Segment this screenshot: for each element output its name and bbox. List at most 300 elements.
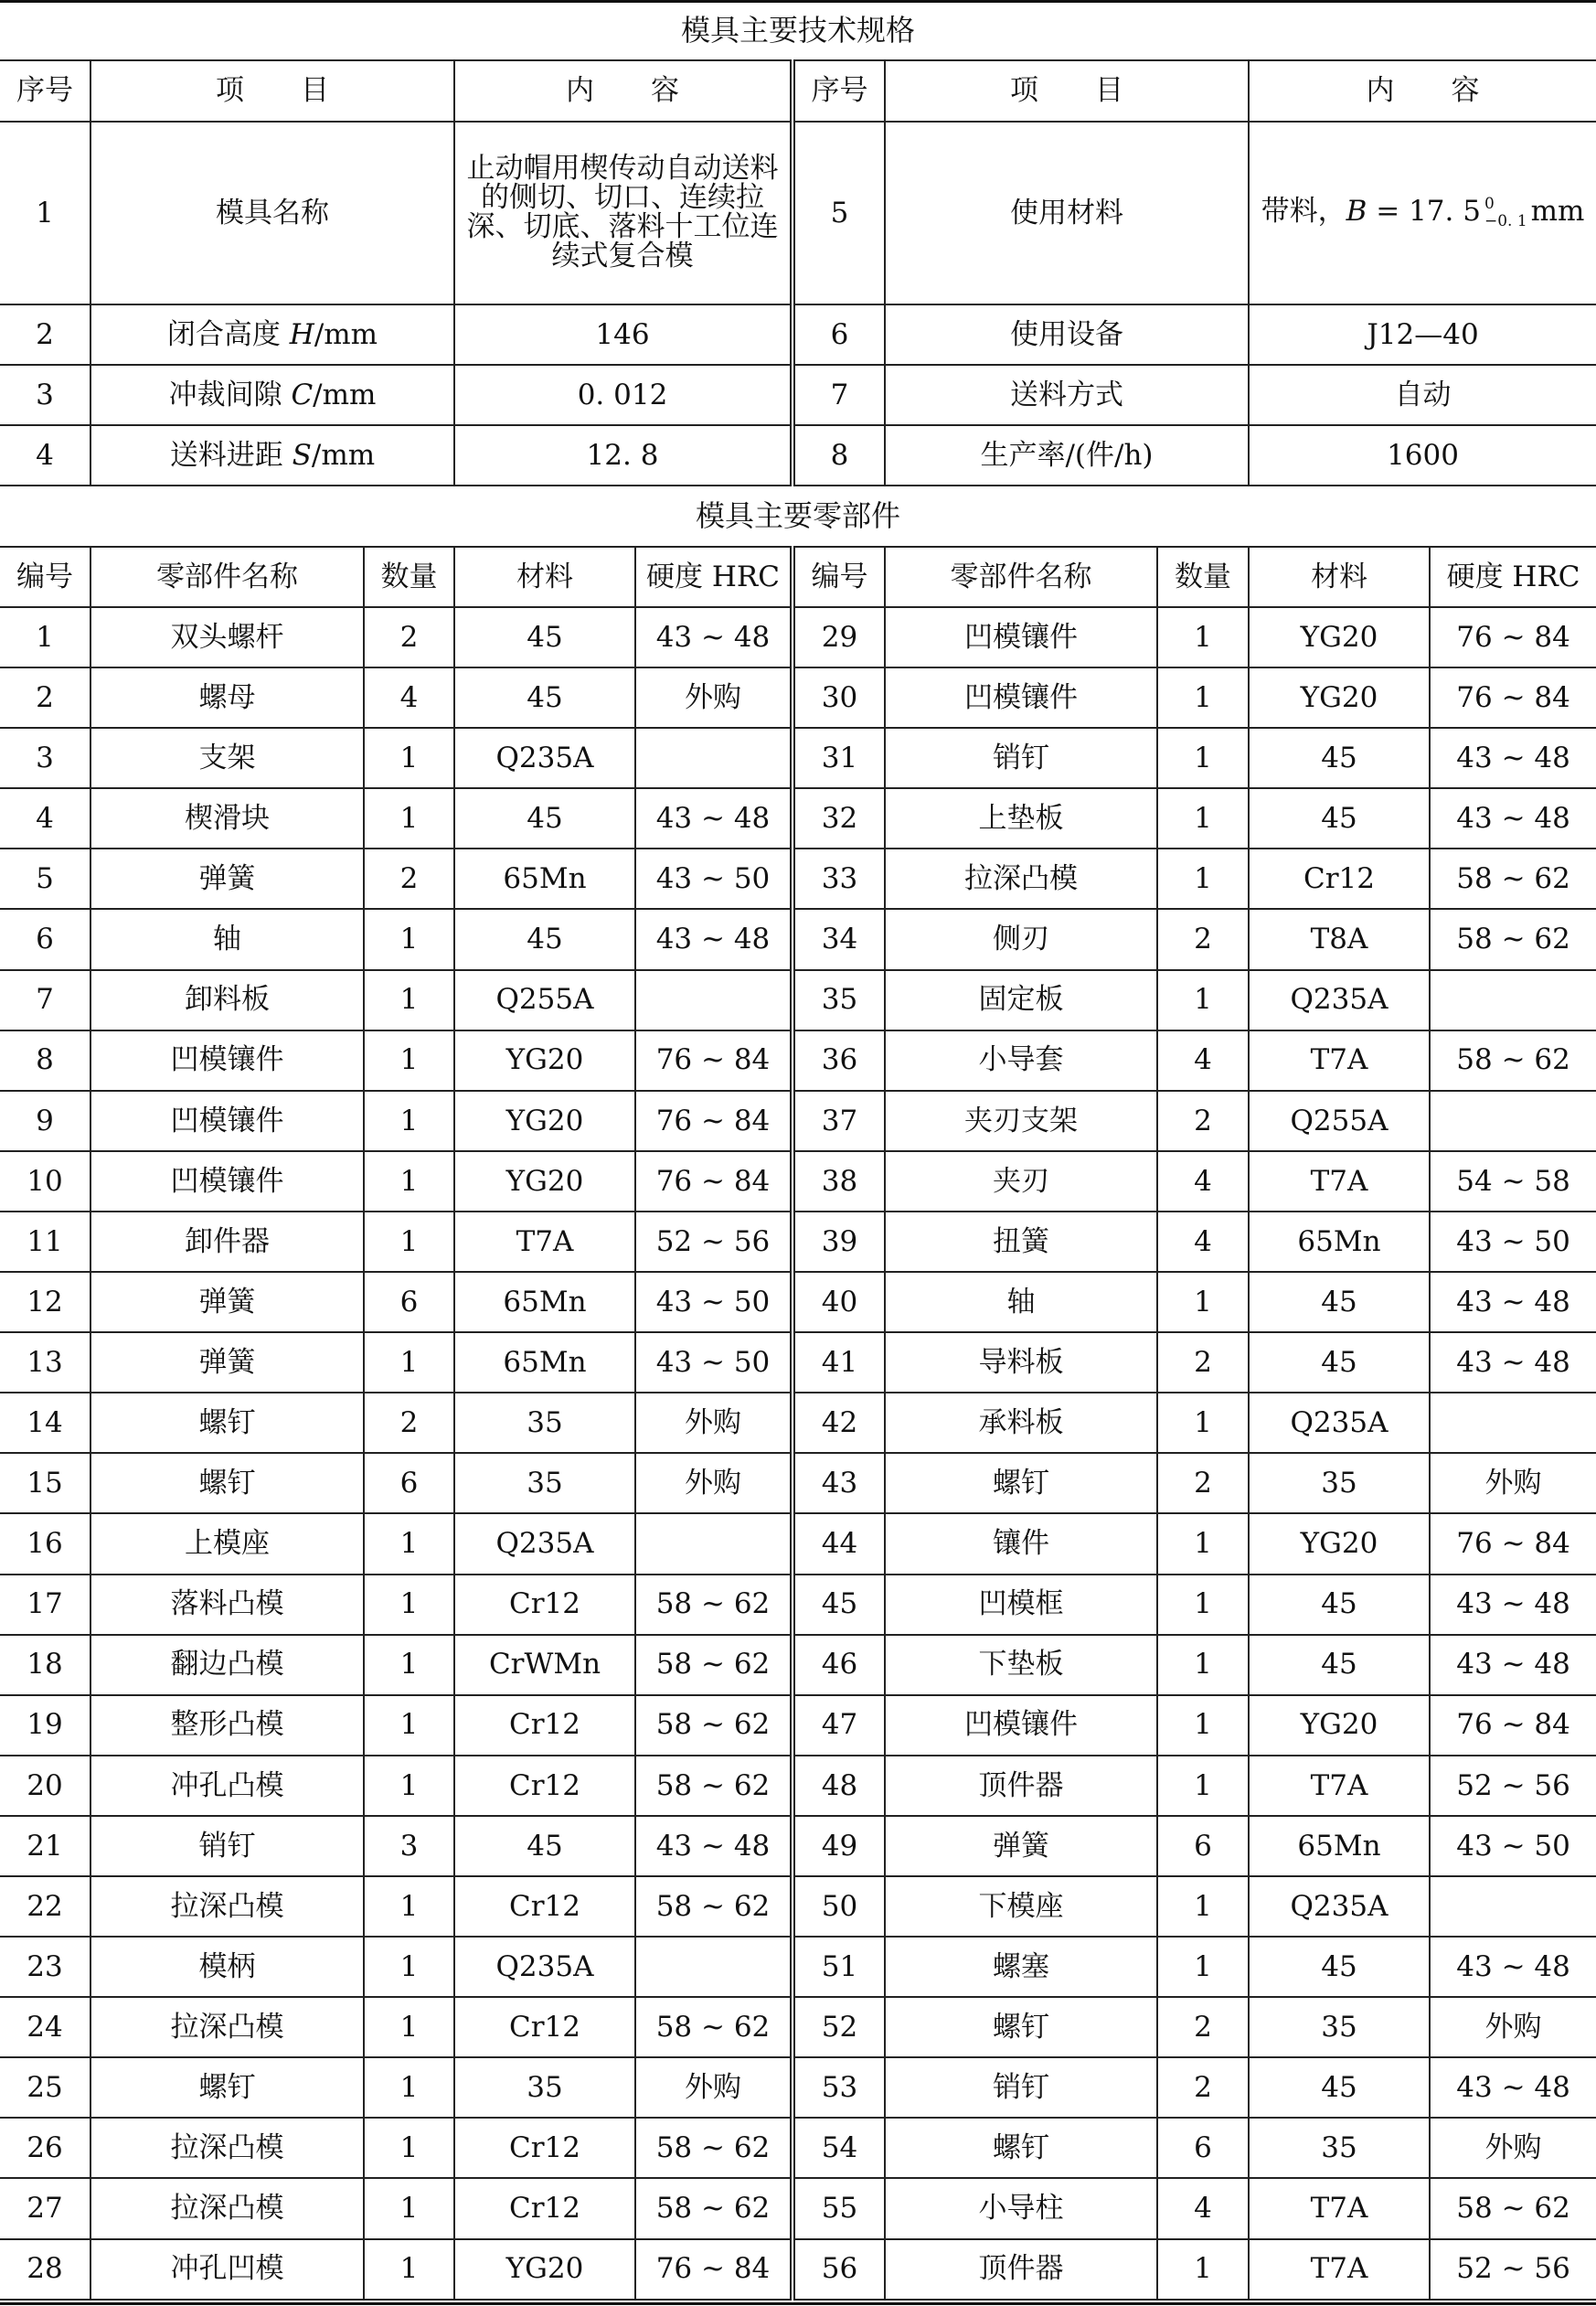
part-name: 螺塞	[885, 1937, 1157, 1997]
part-name: 弹簧	[885, 1816, 1157, 1876]
part-qty: 2	[1157, 1453, 1249, 1513]
part-material: 45	[1249, 728, 1430, 788]
part-name: 落料凸模	[90, 1575, 364, 1635]
part-no: 12	[0, 1272, 90, 1332]
part-no: 47	[793, 1695, 885, 1756]
spec-value: 止动帽用楔传动自动送料的侧切、切口、连续拉深、切底、落料十工位连续式复合模	[454, 122, 793, 304]
part-hardness: 76 ~ 84	[1430, 1513, 1596, 1574]
spec-item	[90, 304, 454, 365]
part-no: 10	[0, 1151, 90, 1212]
part-hardness	[1430, 1876, 1596, 1937]
part-name: 冲孔凸模	[90, 1756, 364, 1816]
part-hardness: 52 ~ 56	[635, 1212, 793, 1272]
part-hardness: 52 ~ 56	[1430, 1756, 1596, 1816]
part-hardness: 43 ~ 48	[635, 909, 793, 969]
part-row	[0, 1030, 1596, 1091]
part-hardness: 76 ~ 84	[635, 1151, 793, 1212]
part-row	[0, 1332, 1596, 1393]
part-name: 弹簧	[90, 1272, 364, 1332]
width-symbol: B	[1346, 195, 1367, 229]
part-qty: 1	[364, 1513, 454, 1574]
part-hardness: 58 ~ 62	[1430, 909, 1596, 969]
part-qty: 2	[364, 1393, 454, 1453]
part-hardness: 76 ~ 84	[1430, 607, 1596, 667]
part-qty: 1	[1157, 1756, 1249, 1816]
part-no: 27	[0, 2178, 90, 2238]
part-name: 销钉	[885, 728, 1157, 788]
part-material: 35	[454, 1453, 635, 1513]
part-qty: 6	[1157, 1816, 1249, 1876]
part-material: 45	[1249, 1272, 1430, 1332]
part-hardness	[635, 1513, 793, 1574]
part-no: 39	[793, 1212, 885, 1272]
part-qty: 1	[1157, 788, 1249, 849]
part-material: Cr12	[454, 1997, 635, 2057]
part-material: Cr12	[454, 2178, 635, 2238]
spec-no: 7	[793, 365, 885, 425]
part-name: 支架	[90, 728, 364, 788]
part-row	[0, 728, 1596, 788]
spec-no: 5	[793, 122, 885, 304]
part-name: 夹刃支架	[885, 1091, 1157, 1151]
part-no: 9	[0, 1091, 90, 1151]
part-row	[0, 1695, 1596, 1756]
part-material: 35	[1249, 1997, 1430, 2057]
part-name: 凹模镶件	[885, 1695, 1157, 1756]
part-hardness: 58 ~ 62	[635, 1575, 793, 1635]
part-qty: 6	[1157, 2118, 1249, 2178]
part-qty: 2	[1157, 1091, 1249, 1151]
part-name: 凹模镶件	[885, 667, 1157, 728]
part-row	[0, 1635, 1596, 1695]
tolerance-upper: 0	[1484, 195, 1495, 214]
part-name: 上垫板	[885, 788, 1157, 849]
spec-header-row	[0, 60, 1596, 122]
spec-item: 使用设备	[885, 304, 1249, 365]
part-row	[0, 970, 1596, 1030]
part-qty: 1	[1157, 1635, 1249, 1695]
part-no: 17	[0, 1575, 90, 1635]
part-material: Cr12	[1249, 849, 1430, 909]
part-hardness: 外购	[1430, 2118, 1596, 2178]
part-hardness: 43 ~ 48	[635, 607, 793, 667]
part-material: 45	[454, 788, 635, 849]
part-no: 48	[793, 1756, 885, 1816]
part-material: 45	[454, 667, 635, 728]
part-qty: 1	[1157, 667, 1249, 728]
spec-header-no: 序号	[793, 60, 885, 122]
part-material: T7A	[1249, 2239, 1430, 2300]
part-name: 凹模镶件	[90, 1030, 364, 1091]
parts-header-material: 材料	[454, 547, 635, 607]
part-name: 导料板	[885, 1332, 1157, 1393]
part-material: Q235A	[1249, 1876, 1430, 1937]
part-qty: 1	[364, 1030, 454, 1091]
part-qty: 1	[1157, 849, 1249, 909]
part-hardness: 76 ~ 84	[1430, 1695, 1596, 1756]
part-hardness: 43 ~ 50	[1430, 1212, 1596, 1272]
part-qty: 2	[364, 607, 454, 667]
part-qty: 1	[364, 970, 454, 1030]
part-hardness: 54 ~ 58	[1430, 1151, 1596, 1212]
part-hardness: 43 ~ 48	[635, 1816, 793, 1876]
width-value: = 17. 5	[1367, 195, 1481, 229]
part-hardness	[1430, 1091, 1596, 1151]
part-hardness: 43 ~ 48	[1430, 728, 1596, 788]
part-no: 40	[793, 1272, 885, 1332]
part-material: 45	[454, 909, 635, 969]
tolerance-lower: −0. 1	[1484, 212, 1527, 230]
part-qty: 1	[1157, 1876, 1249, 1937]
part-no: 33	[793, 849, 885, 909]
parts-header-material: 材料	[1249, 547, 1430, 607]
part-name: 固定板	[885, 970, 1157, 1030]
part-material: Cr12	[454, 1575, 635, 1635]
part-name: 螺钉	[90, 2057, 364, 2118]
part-hardness: 58 ~ 62	[1430, 849, 1596, 909]
part-no: 45	[793, 1575, 885, 1635]
parts-table	[0, 486, 1596, 2301]
part-no: 53	[793, 2057, 885, 2118]
part-name: 上模座	[90, 1513, 364, 1574]
part-qty: 1	[364, 1695, 454, 1756]
part-material: Q255A	[1249, 1091, 1430, 1151]
part-qty: 2	[1157, 1332, 1249, 1393]
part-name: 镶件	[885, 1513, 1157, 1574]
part-qty: 1	[364, 1332, 454, 1393]
part-name: 侧刃	[885, 909, 1157, 969]
part-no: 41	[793, 1332, 885, 1393]
part-name: 扭簧	[885, 1212, 1157, 1272]
part-no: 18	[0, 1635, 90, 1695]
part-hardness: 58 ~ 62	[635, 2178, 793, 2238]
part-row	[0, 667, 1596, 728]
part-no: 3	[0, 728, 90, 788]
part-material: YG20	[454, 1091, 635, 1151]
part-material: YG20	[1249, 1513, 1430, 1574]
part-qty: 1	[364, 1997, 454, 2057]
parts-header-no: 编号	[793, 547, 885, 607]
part-no: 22	[0, 1876, 90, 1937]
part-no: 28	[0, 2239, 90, 2300]
part-hardness: 外购	[1430, 1453, 1596, 1513]
spec-no: 6	[793, 304, 885, 365]
part-name: 夹刃	[885, 1151, 1157, 1212]
parts-header-name: 零部件名称	[885, 547, 1157, 607]
part-no: 24	[0, 1997, 90, 2057]
part-name: 楔滑块	[90, 788, 364, 849]
spec-row	[0, 425, 1596, 486]
part-name: 弹簧	[90, 1332, 364, 1393]
part-material: 45	[454, 607, 635, 667]
spec-item: 送料方式	[885, 365, 1249, 425]
part-row	[0, 1575, 1596, 1635]
part-no: 13	[0, 1332, 90, 1393]
part-no: 6	[0, 909, 90, 969]
part-material: T7A	[454, 1212, 635, 1272]
spec-header-item: 项 目	[90, 60, 454, 122]
bottom-rule	[0, 2302, 1596, 2305]
part-hardness: 43 ~ 48	[1430, 1272, 1596, 1332]
width-unit: mm	[1530, 195, 1585, 229]
part-row	[0, 1816, 1596, 1876]
part-name: 螺钉	[90, 1453, 364, 1513]
part-name: 轴	[885, 1272, 1157, 1332]
part-no: 34	[793, 909, 885, 969]
part-no: 25	[0, 2057, 90, 2118]
part-qty: 6	[364, 1453, 454, 1513]
spec-item-text: 闭合高度	[166, 317, 281, 351]
part-qty: 1	[1157, 607, 1249, 667]
part-qty: 1	[1157, 2239, 1249, 2300]
spec-item-unit: /mm	[311, 438, 376, 472]
part-qty: 1	[364, 1151, 454, 1212]
part-qty: 1	[364, 728, 454, 788]
part-material: 45	[1249, 788, 1430, 849]
material-prefix: 带料，	[1261, 195, 1346, 229]
part-no: 31	[793, 728, 885, 788]
part-qty: 1	[364, 1575, 454, 1635]
part-row	[0, 2239, 1596, 2300]
part-material: Q235A	[1249, 1393, 1430, 1453]
part-no: 42	[793, 1393, 885, 1453]
part-qty: 1	[1157, 1513, 1249, 1574]
part-name: 翻边凸模	[90, 1635, 364, 1695]
spec-caption: 模具主要技术规格	[0, 3, 1596, 60]
part-name: 轴	[90, 909, 364, 969]
spec-item	[90, 425, 454, 486]
spec-item-unit: /mm	[314, 317, 378, 351]
part-qty: 2	[1157, 909, 1249, 969]
spec-table	[0, 3, 1596, 486]
spec-no: 1	[0, 122, 90, 304]
part-name: 卸件器	[90, 1212, 364, 1272]
spec-value: 自动	[1249, 365, 1596, 425]
part-no: 20	[0, 1756, 90, 1816]
part-no: 38	[793, 1151, 885, 1212]
spec-no: 2	[0, 304, 90, 365]
part-qty: 1	[364, 1876, 454, 1937]
part-no: 16	[0, 1513, 90, 1574]
part-material: T7A	[1249, 1030, 1430, 1091]
spec-header-no: 序号	[0, 60, 90, 122]
part-row	[0, 1151, 1596, 1212]
spec-no: 8	[793, 425, 885, 486]
part-name: 销钉	[885, 2057, 1157, 2118]
part-material: 65Mn	[1249, 1816, 1430, 1876]
part-material: YG20	[454, 1030, 635, 1091]
part-hardness: 58 ~ 62	[635, 1756, 793, 1816]
spec-item-symbol: C	[291, 378, 314, 411]
spec-item-text: 送料进距	[169, 438, 283, 472]
part-material: T8A	[1249, 909, 1430, 969]
spec-value: 12. 8	[454, 425, 793, 486]
part-row	[0, 1393, 1596, 1453]
part-row	[0, 2178, 1596, 2238]
part-no: 43	[793, 1453, 885, 1513]
spec-item: 生产率/(件/h)	[885, 425, 1249, 486]
part-row	[0, 607, 1596, 667]
part-material: 45	[1249, 1332, 1430, 1393]
part-name: 螺母	[90, 667, 364, 728]
part-no: 56	[793, 2239, 885, 2300]
part-row	[0, 1756, 1596, 1816]
part-qty: 1	[1157, 1272, 1249, 1332]
part-name: 凹模镶件	[90, 1151, 364, 1212]
part-name: 拉深凸模	[90, 1876, 364, 1937]
part-hardness: 外购	[635, 667, 793, 728]
part-hardness: 43 ~ 48	[635, 788, 793, 849]
spec-no: 3	[0, 365, 90, 425]
part-material: 45	[1249, 1575, 1430, 1635]
parts-header-no: 编号	[0, 547, 90, 607]
part-qty: 4	[1157, 1030, 1249, 1091]
part-qty: 2	[1157, 2057, 1249, 2118]
part-name: 螺钉	[90, 1393, 364, 1453]
part-name: 冲孔凹模	[90, 2239, 364, 2300]
part-hardness: 76 ~ 84	[635, 2239, 793, 2300]
part-name: 整形凸模	[90, 1695, 364, 1756]
part-qty: 2	[364, 849, 454, 909]
part-no: 5	[0, 849, 90, 909]
part-qty: 1	[364, 1091, 454, 1151]
spec-item-text: 冲裁间隙	[168, 378, 282, 411]
part-no: 1	[0, 607, 90, 667]
spec-value-material	[1249, 122, 1596, 304]
part-qty: 4	[1157, 2178, 1249, 2238]
part-qty: 1	[1157, 970, 1249, 1030]
part-material: Cr12	[454, 1876, 635, 1937]
part-row	[0, 1937, 1596, 1997]
part-material: YG20	[454, 1151, 635, 1212]
part-hardness	[635, 728, 793, 788]
part-hardness: 外购	[635, 2057, 793, 2118]
part-hardness: 76 ~ 84	[1430, 667, 1596, 728]
spec-value: 146	[454, 304, 793, 365]
part-name: 拉深凸模	[885, 849, 1157, 909]
part-material: 35	[454, 1393, 635, 1453]
part-name: 顶件器	[885, 1756, 1157, 1816]
part-material: Q235A	[454, 1937, 635, 1997]
part-hardness: 43 ~ 48	[1430, 1635, 1596, 1695]
tolerance	[1484, 196, 1527, 230]
parts-header-row	[0, 547, 1596, 607]
spec-value: 0. 012	[454, 365, 793, 425]
part-no: 49	[793, 1816, 885, 1876]
spec-item-symbol: H	[289, 317, 314, 351]
part-name: 凹模镶件	[90, 1091, 364, 1151]
part-row	[0, 2118, 1596, 2178]
part-hardness: 58 ~ 62	[635, 1635, 793, 1695]
part-no: 52	[793, 1997, 885, 2057]
part-no: 8	[0, 1030, 90, 1091]
part-row	[0, 1091, 1596, 1151]
spec-row	[0, 304, 1596, 365]
part-qty: 1	[1157, 1937, 1249, 1997]
part-material: 45	[1249, 1937, 1430, 1997]
parts-header-qty: 数量	[1157, 547, 1249, 607]
part-material: Cr12	[454, 1756, 635, 1816]
part-no: 2	[0, 667, 90, 728]
part-qty: 1	[364, 1756, 454, 1816]
part-name: 下模座	[885, 1876, 1157, 1937]
part-hardness	[1430, 1393, 1596, 1453]
part-hardness: 76 ~ 84	[635, 1091, 793, 1151]
part-hardness: 76 ~ 84	[635, 1030, 793, 1091]
part-no: 29	[793, 607, 885, 667]
part-qty: 1	[1157, 728, 1249, 788]
part-no: 54	[793, 2118, 885, 2178]
part-material: T7A	[1249, 2178, 1430, 2238]
part-hardness	[635, 1937, 793, 1997]
part-no: 21	[0, 1816, 90, 1876]
part-hardness: 43 ~ 50	[635, 1272, 793, 1332]
part-material: 35	[1249, 1453, 1430, 1513]
part-name: 承料板	[885, 1393, 1157, 1453]
part-name: 凹模框	[885, 1575, 1157, 1635]
part-no: 44	[793, 1513, 885, 1574]
part-material: Q235A	[454, 728, 635, 788]
part-qty: 1	[364, 788, 454, 849]
part-hardness: 外购	[635, 1453, 793, 1513]
part-row	[0, 1513, 1596, 1574]
part-name: 螺钉	[885, 1453, 1157, 1513]
part-material: T7A	[1249, 1151, 1430, 1212]
part-qty: 1	[364, 2239, 454, 2300]
spec-item-unit: /mm	[313, 378, 377, 411]
part-no: 26	[0, 2118, 90, 2178]
part-hardness: 58 ~ 62	[1430, 1030, 1596, 1091]
part-row	[0, 1997, 1596, 2057]
part-name: 拉深凸模	[90, 2178, 364, 2238]
part-hardness: 外购	[635, 1393, 793, 1453]
part-hardness: 43 ~ 50	[1430, 1816, 1596, 1876]
part-no: 37	[793, 1091, 885, 1151]
part-hardness: 58 ~ 62	[635, 1997, 793, 2057]
part-material: Cr12	[454, 2118, 635, 2178]
part-name: 卸料板	[90, 970, 364, 1030]
part-no: 55	[793, 2178, 885, 2238]
part-hardness: 43 ~ 50	[635, 1332, 793, 1393]
part-name: 螺钉	[885, 2118, 1157, 2178]
part-qty: 4	[364, 667, 454, 728]
part-qty: 1	[1157, 1695, 1249, 1756]
part-no: 30	[793, 667, 885, 728]
part-qty: 1	[1157, 1393, 1249, 1453]
part-qty: 1	[364, 909, 454, 969]
part-qty: 2	[1157, 1997, 1249, 2057]
part-qty: 1	[364, 2118, 454, 2178]
spec-header-item: 项 目	[885, 60, 1249, 122]
part-row	[0, 1212, 1596, 1272]
parts-caption: 模具主要零部件	[0, 486, 1596, 547]
part-qty: 1	[364, 2178, 454, 2238]
part-hardness: 52 ~ 56	[1430, 2239, 1596, 2300]
part-hardness: 外购	[1430, 1997, 1596, 2057]
parts-header-hardness: 硬度 HRC	[1430, 547, 1596, 607]
part-material: T7A	[1249, 1756, 1430, 1816]
part-qty: 4	[1157, 1212, 1249, 1272]
part-name: 凹模镶件	[885, 607, 1157, 667]
part-no: 36	[793, 1030, 885, 1091]
part-no: 15	[0, 1453, 90, 1513]
spec-header-content: 内 容	[1249, 60, 1596, 122]
part-hardness: 43 ~ 48	[1430, 1937, 1596, 1997]
part-name: 顶件器	[885, 2239, 1157, 2300]
part-material: Cr12	[454, 1695, 635, 1756]
part-material: YG20	[1249, 1695, 1430, 1756]
part-name: 拉深凸模	[90, 2118, 364, 2178]
